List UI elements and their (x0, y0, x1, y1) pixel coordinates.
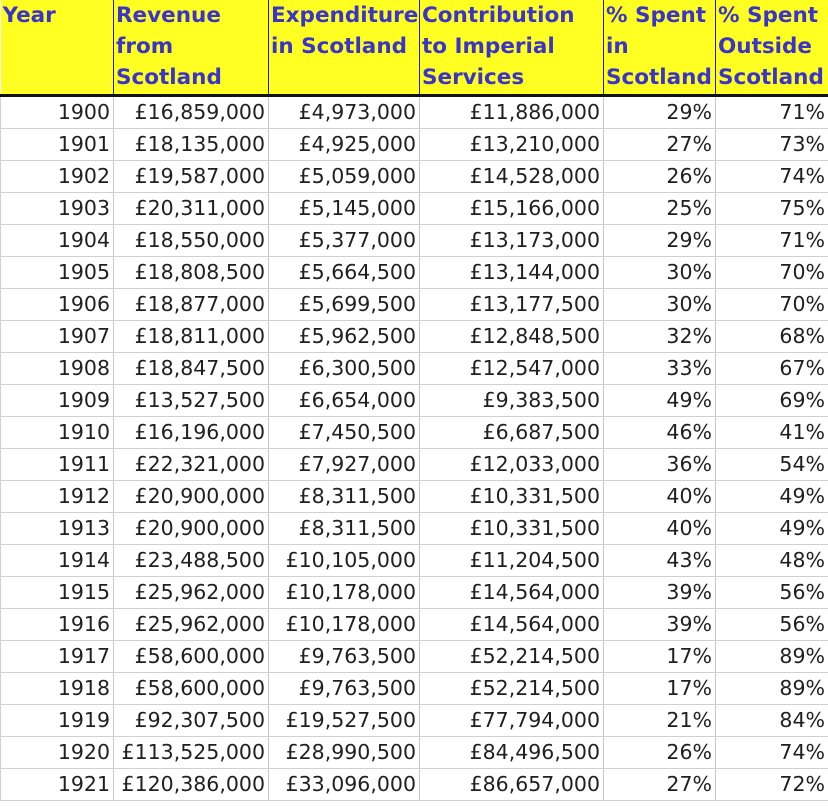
cell-contribution[interactable]: £10,331,500 (420, 513, 604, 545)
cell-contribution[interactable]: £52,214,500 (420, 641, 604, 673)
table-header (1, 0, 828, 96)
table-row (1, 96, 828, 129)
cell-expenditure[interactable]: £28,990,500 (269, 737, 420, 769)
cell-percent-in[interactable]: 49% (604, 385, 716, 417)
cell-percent-in[interactable]: 29% (604, 225, 716, 257)
table-row (1, 417, 828, 449)
table-row (1, 609, 828, 641)
cell-expenditure[interactable]: £9,763,500 (269, 673, 420, 705)
cell-revenue[interactable]: £25,962,000 (114, 577, 269, 609)
header-percent-spent-in-scotland[interactable]: % Spent in Scotland (604, 0, 716, 96)
table-row (1, 321, 828, 353)
header-contribution-to-imperial-services[interactable]: Contribution to Imperial Services (420, 0, 604, 96)
cell-expenditure[interactable]: £6,654,000 (269, 385, 420, 417)
cell-expenditure[interactable]: £5,145,000 (269, 193, 420, 225)
cell-contribution[interactable]: £13,144,000 (420, 257, 604, 289)
cell-contribution[interactable]: £13,210,000 (420, 129, 604, 161)
cell-percent-in[interactable]: 17% (604, 673, 716, 705)
cell-percent-in[interactable]: 43% (604, 545, 716, 577)
cell-expenditure[interactable]: £33,096,000 (269, 769, 420, 801)
cell-revenue[interactable]: £16,859,000 (114, 96, 269, 129)
table-row (1, 353, 828, 385)
cell-revenue[interactable]: £58,600,000 (114, 673, 269, 705)
table-row (1, 289, 828, 321)
table-row (1, 641, 828, 673)
cell-percent-in[interactable]: 17% (604, 641, 716, 673)
header-year[interactable]: Year (1, 0, 114, 96)
table-row (1, 129, 828, 161)
cell-expenditure[interactable]: £5,699,500 (269, 289, 420, 321)
cell-revenue[interactable]: £18,811,000 (114, 321, 269, 353)
cell-contribution[interactable]: £15,166,000 (420, 193, 604, 225)
header-revenue-from-scotland[interactable]: Revenue from Scotland (114, 0, 269, 96)
cell-percent-outside[interactable]: 75% (716, 193, 828, 225)
table-row (1, 737, 828, 769)
cell-expenditure[interactable]: £8,311,500 (269, 513, 420, 545)
cell-contribution[interactable]: £13,173,000 (420, 225, 604, 257)
cell-contribution[interactable]: £13,177,500 (420, 289, 604, 321)
cell-revenue[interactable]: £25,962,000 (114, 609, 269, 641)
cell-year[interactable]: 1915 (1, 577, 114, 609)
cell-percent-outside[interactable]: 72% (716, 769, 828, 801)
cell-expenditure[interactable]: £6,300,500 (269, 353, 420, 385)
cell-percent-in[interactable]: 26% (604, 737, 716, 769)
cell-expenditure[interactable]: £9,763,500 (269, 641, 420, 673)
cell-expenditure[interactable]: £5,377,000 (269, 225, 420, 257)
table-row (1, 513, 828, 545)
cell-expenditure[interactable]: £10,105,000 (269, 545, 420, 577)
cell-contribution[interactable]: £11,204,500 (420, 545, 604, 577)
header-row (1, 0, 828, 96)
cell-percent-outside[interactable]: 89% (716, 673, 828, 705)
cell-year[interactable]: 1902 (1, 161, 114, 193)
cell-percent-outside[interactable]: 56% (716, 609, 828, 641)
cell-percent-in[interactable]: 39% (604, 577, 716, 609)
cell-percent-in[interactable]: 32% (604, 321, 716, 353)
table-row (1, 225, 828, 257)
table-row (1, 193, 828, 225)
cell-year[interactable]: 1918 (1, 673, 114, 705)
cell-percent-in[interactable]: 27% (604, 769, 716, 801)
cell-percent-in[interactable]: 27% (604, 129, 716, 161)
cell-contribution[interactable]: £9,383,500 (420, 385, 604, 417)
cell-percent-in[interactable]: 33% (604, 353, 716, 385)
cell-percent-outside[interactable]: 56% (716, 577, 828, 609)
cell-expenditure[interactable]: £4,973,000 (269, 96, 420, 129)
table-row (1, 257, 828, 289)
cell-contribution[interactable]: £14,564,000 (420, 609, 604, 641)
cell-percent-in[interactable]: 40% (604, 513, 716, 545)
cell-expenditure[interactable]: £10,178,000 (269, 577, 420, 609)
cell-percent-in[interactable]: 30% (604, 289, 716, 321)
cell-year[interactable]: 1906 (1, 289, 114, 321)
cell-percent-in[interactable]: 21% (604, 705, 716, 737)
table-row (1, 769, 828, 801)
cell-expenditure[interactable]: £5,059,000 (269, 161, 420, 193)
table-row (1, 545, 828, 577)
cell-percent-outside[interactable]: 84% (716, 705, 828, 737)
cell-percent-outside[interactable]: 71% (716, 225, 828, 257)
cell-percent-outside[interactable]: 68% (716, 321, 828, 353)
cell-revenue[interactable]: £113,525,000 (114, 737, 269, 769)
cell-year[interactable]: 1917 (1, 641, 114, 673)
table-row (1, 481, 828, 513)
cell-revenue[interactable]: £18,135,000 (114, 129, 269, 161)
cell-contribution[interactable]: £11,886,000 (420, 96, 604, 129)
cell-year[interactable]: 1916 (1, 609, 114, 641)
cell-revenue[interactable]: £18,808,500 (114, 257, 269, 289)
cell-year[interactable]: 1905 (1, 257, 114, 289)
cell-percent-outside[interactable]: 48% (716, 545, 828, 577)
cell-year[interactable]: 1920 (1, 737, 114, 769)
cell-revenue[interactable]: £20,900,000 (114, 481, 269, 513)
cell-expenditure[interactable]: £5,962,500 (269, 321, 420, 353)
cell-percent-outside[interactable]: 69% (716, 385, 828, 417)
cell-expenditure[interactable]: £8,311,500 (269, 481, 420, 513)
cell-revenue[interactable]: £13,527,500 (114, 385, 269, 417)
cell-expenditure[interactable]: £10,178,000 (269, 609, 420, 641)
cell-percent-outside[interactable]: 41% (716, 417, 828, 449)
cell-year[interactable]: 1919 (1, 705, 114, 737)
table-row (1, 673, 828, 705)
cell-percent-outside[interactable]: 74% (716, 161, 828, 193)
cell-contribution[interactable]: £12,848,500 (420, 321, 604, 353)
cell-percent-outside[interactable]: 54% (716, 449, 828, 481)
cell-year[interactable]: 1904 (1, 225, 114, 257)
cell-expenditure[interactable]: £4,925,000 (269, 129, 420, 161)
cell-expenditure[interactable]: £7,927,000 (269, 449, 420, 481)
cell-year[interactable]: 1911 (1, 449, 114, 481)
cell-percent-in[interactable]: 40% (604, 481, 716, 513)
cell-percent-outside[interactable]: 71% (716, 96, 828, 129)
cell-revenue[interactable]: £18,550,000 (114, 225, 269, 257)
cell-revenue[interactable]: £22,321,000 (114, 449, 269, 481)
cell-year[interactable]: 1908 (1, 353, 114, 385)
table-body (1, 96, 828, 801)
cell-year[interactable]: 1900 (1, 96, 114, 129)
cell-contribution[interactable]: £14,528,000 (420, 161, 604, 193)
cell-contribution[interactable]: £84,496,500 (420, 737, 604, 769)
cell-percent-outside[interactable]: 49% (716, 481, 828, 513)
cell-contribution[interactable]: £14,564,000 (420, 577, 604, 609)
cell-revenue[interactable]: £20,311,000 (114, 193, 269, 225)
cell-expenditure[interactable]: £19,527,500 (269, 705, 420, 737)
table-row (1, 161, 828, 193)
cell-year[interactable]: 1921 (1, 769, 114, 801)
cell-year[interactable]: 1903 (1, 193, 114, 225)
cell-contribution[interactable]: £12,547,000 (420, 353, 604, 385)
cell-revenue[interactable]: £16,196,000 (114, 417, 269, 449)
cell-percent-in[interactable]: 29% (604, 96, 716, 129)
table-row (1, 705, 828, 737)
header-expenditure-in-scotland[interactable]: Expenditure in Scotland (269, 0, 420, 96)
cell-revenue[interactable]: £58,600,000 (114, 641, 269, 673)
cell-year[interactable]: 1907 (1, 321, 114, 353)
cell-revenue[interactable]: £18,847,500 (114, 353, 269, 385)
cell-contribution[interactable]: £52,214,500 (420, 673, 604, 705)
cell-year[interactable]: 1910 (1, 417, 114, 449)
cell-revenue[interactable]: £23,488,500 (114, 545, 269, 577)
cell-percent-in[interactable]: 46% (604, 417, 716, 449)
cell-year[interactable]: 1912 (1, 481, 114, 513)
cell-revenue[interactable]: £92,307,500 (114, 705, 269, 737)
cell-year[interactable]: 1909 (1, 385, 114, 417)
cell-percent-in[interactable]: 26% (604, 161, 716, 193)
cell-expenditure[interactable]: £5,664,500 (269, 257, 420, 289)
cell-percent-in[interactable]: 36% (604, 449, 716, 481)
cell-percent-in[interactable]: 30% (604, 257, 716, 289)
cell-percent-in[interactable]: 39% (604, 609, 716, 641)
cell-contribution[interactable]: £6,687,500 (420, 417, 604, 449)
cell-revenue[interactable]: £20,900,000 (114, 513, 269, 545)
cell-percent-outside[interactable]: 49% (716, 513, 828, 545)
cell-year[interactable]: 1913 (1, 513, 114, 545)
cell-contribution[interactable]: £10,331,500 (420, 481, 604, 513)
cell-revenue[interactable]: £18,877,000 (114, 289, 269, 321)
table-row (1, 385, 828, 417)
cell-percent-outside[interactable]: 74% (716, 737, 828, 769)
cell-contribution[interactable]: £12,033,000 (420, 449, 604, 481)
cell-contribution[interactable]: £77,794,000 (420, 705, 604, 737)
table-row (1, 577, 828, 609)
cell-percent-outside[interactable]: 89% (716, 641, 828, 673)
cell-percent-in[interactable]: 25% (604, 193, 716, 225)
cell-percent-outside[interactable]: 70% (716, 257, 828, 289)
table-row (1, 449, 828, 481)
cell-percent-outside[interactable]: 73% (716, 129, 828, 161)
header-percent-spent-outside-scotland[interactable]: % Spent Outside Scotland (716, 0, 828, 96)
cell-percent-outside[interactable]: 70% (716, 289, 828, 321)
cell-percent-outside[interactable]: 67% (716, 353, 828, 385)
cell-expenditure[interactable]: £7,450,500 (269, 417, 420, 449)
cell-contribution[interactable]: £86,657,000 (420, 769, 604, 801)
cell-revenue[interactable]: £120,386,000 (114, 769, 269, 801)
cell-revenue[interactable]: £19,587,000 (114, 161, 269, 193)
cell-year[interactable]: 1914 (1, 545, 114, 577)
cell-year[interactable]: 1901 (1, 129, 114, 161)
